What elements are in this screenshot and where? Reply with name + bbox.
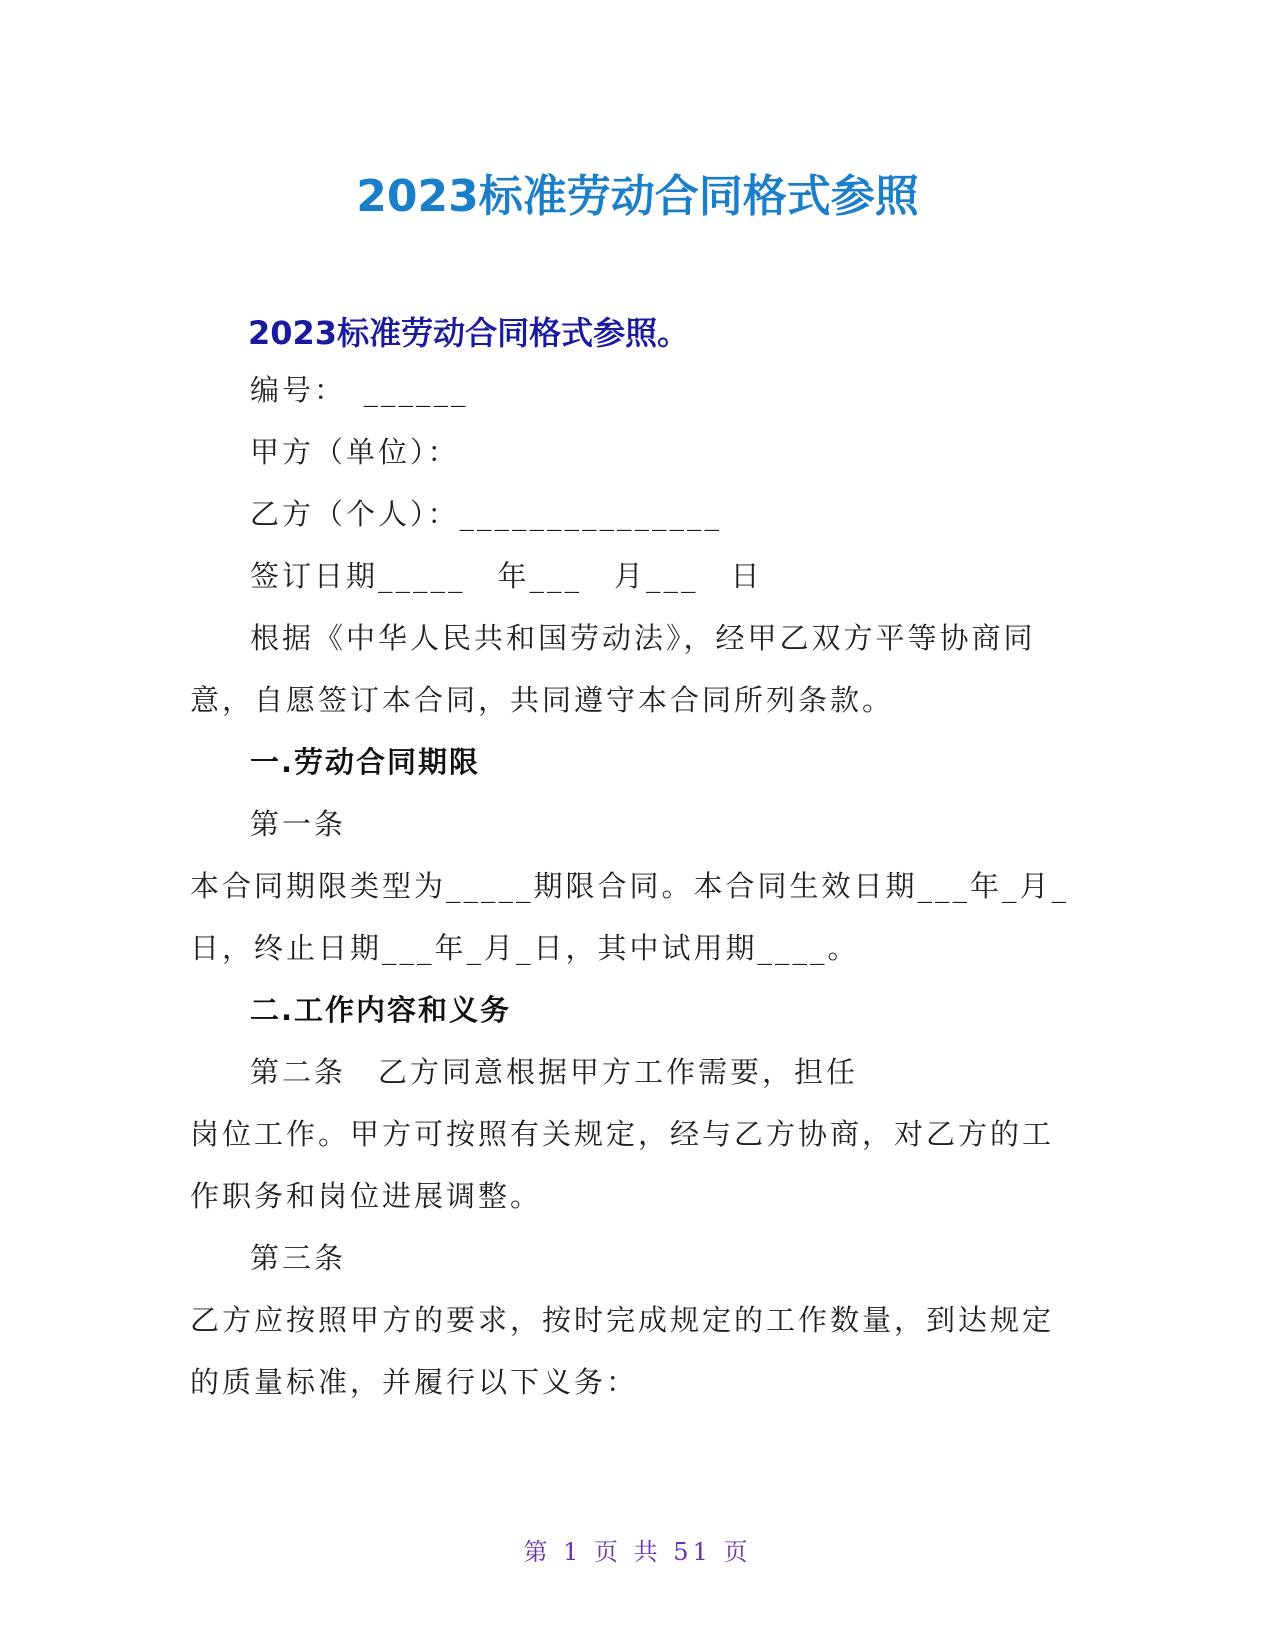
field-party-a: 甲方（单位）： xyxy=(250,435,460,469)
preamble-line-1: 根据《中华人民共和国劳动法》，经甲乙双方平等协商同 xyxy=(250,621,1036,655)
field-party-b: 乙方（个人）：_______________ xyxy=(250,497,723,531)
field-number: 编号： ______ xyxy=(250,373,469,407)
preamble-line-2: 意，自愿签订本合同，共同遵守本合同所列条款。 xyxy=(190,683,895,717)
field-sign-date: 签订日期_____ 年___ 月___ 日 xyxy=(250,559,763,593)
article-3-line-1: 乙方应按照甲方的要求，按时完成规定的工作数量，到达规定 xyxy=(190,1303,1055,1337)
article-2-line-1: 岗位工作。甲方可按照有关规定，经与乙方协商，对乙方的工 xyxy=(190,1117,1055,1151)
article-3-line-2: 的质量标准，并履行以下义务： xyxy=(190,1365,639,1399)
document-title: 2023标准劳动合同格式参照 xyxy=(356,171,919,222)
article-3-label: 第三条 xyxy=(250,1241,347,1275)
page-footer: 第 1 页 共 51 页 xyxy=(523,1538,752,1566)
section-heading-1: 一.劳动合同期限 xyxy=(250,745,481,779)
document-subtitle: 2023标准劳动合同格式参照。 xyxy=(248,314,690,352)
article-1-line-2: 日，终止日期___年_月_日，其中试用期____。 xyxy=(190,931,860,965)
article-1-line-1: 本合同期限类型为_____期限合同。本合同生效日期___年_月_ xyxy=(190,869,1070,903)
article-2-line-2: 作职务和岗位进展调整。 xyxy=(190,1179,543,1213)
article-2-first-line: 第二条 乙方同意根据甲方工作需要，担任 xyxy=(250,1055,859,1089)
article-1-label: 第一条 xyxy=(250,807,347,841)
section-heading-2: 二.工作内容和义务 xyxy=(250,993,512,1027)
